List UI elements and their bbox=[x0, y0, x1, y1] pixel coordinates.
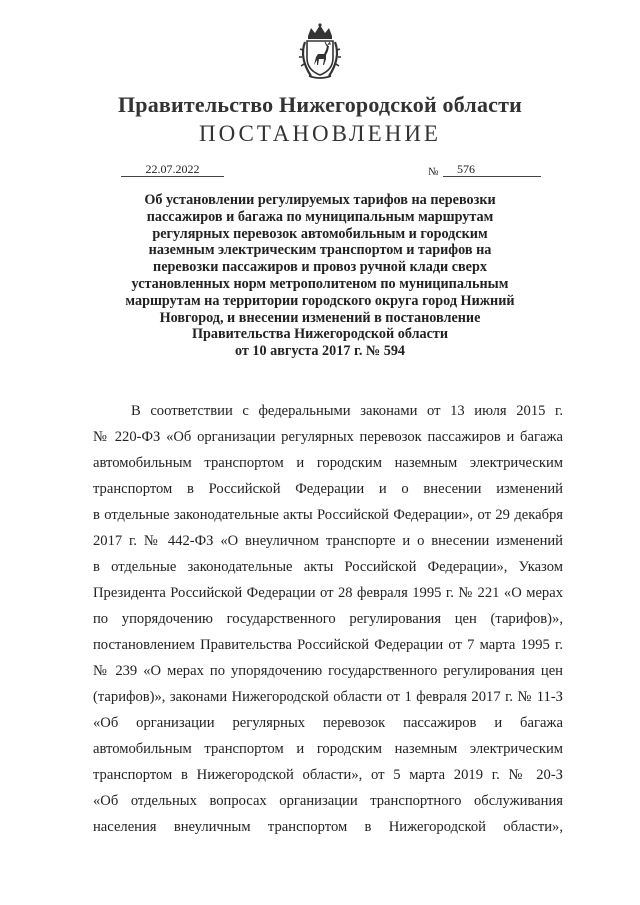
subject-line: Об установлении регулируемых тарифов на перевозки bbox=[144, 192, 496, 208]
document-subject bbox=[118, 192, 522, 360]
document-type: ПОСТАНОВЛЕНИЕ bbox=[199, 121, 441, 146]
body-line: постановлением Правительства Российской Федерации от 7 марта 1995 г. bbox=[93, 637, 563, 653]
subject-line: наземным электрическим транспортом и тарифов на bbox=[148, 242, 492, 259]
document-number-field bbox=[443, 162, 541, 177]
subject-line: от 10 августа 2017 г. № 594 bbox=[234, 343, 406, 360]
body-line: «Об организации регулярных перевозок пассажиров и багажа bbox=[93, 715, 563, 731]
body-line: № 220-ФЗ «Об организации регулярных перевозок пассажиров и багажа bbox=[93, 429, 563, 445]
body-line: транспортом в Нижегородской области», от 5 марта 2019 г. № 20-З bbox=[93, 767, 563, 783]
subject-line: пассажиров и багажа по муниципальным маршрутам bbox=[146, 208, 494, 225]
subject-line: регулярных перевозок автомобильным и городским bbox=[152, 225, 488, 242]
subject-line: Новгород, и внесении изменений в постановление bbox=[159, 309, 481, 326]
organization-title: Правительство Нижегородской области bbox=[117, 92, 522, 117]
body-line: «Об отдельных вопросах организации транспортного обслуживания bbox=[93, 793, 563, 809]
coat-of-arms-icon bbox=[297, 22, 343, 80]
body-line: Президента Российской Федерации от 28 февраля 1995 г. № 221 «О мерах bbox=[93, 585, 563, 601]
subject-line: Правительства Нижегородской области bbox=[191, 326, 449, 343]
body-line: населения внеуличным транспортом в Нижегородской области», bbox=[93, 819, 563, 835]
body-line: транспортом в Российской Федерации и о внесении изменений bbox=[93, 481, 563, 497]
document-date: 22.07.2022 bbox=[121, 162, 224, 177]
document-number: 576 bbox=[457, 162, 475, 176]
body-line: № 239 «О мерах по упорядочению государственного регулирования цен bbox=[93, 663, 563, 679]
body-line: по упорядочению государственного регулирования цен (тарифов)», bbox=[93, 611, 563, 627]
subject-line: маршрутам на территории городского округа город Нижний bbox=[125, 292, 515, 309]
body-line: автомобильным транспортом и городским наземным электрическим bbox=[93, 741, 563, 757]
body-line: (тарифов)», законами Нижегородской области от 1 февраля 2017 г. № 11-З bbox=[93, 689, 563, 705]
body-line: В соответствии с федеральными законами от 13 июля 2015 г. bbox=[131, 403, 563, 419]
body-line: автомобильным транспортом и городским наземным электрическим bbox=[93, 455, 563, 471]
body-line: в отдельные законодательные акты Российской Федерации», Указом bbox=[93, 559, 563, 575]
body-line: 2017 г. № 442-ФЗ «О внеуличном транспорте и о внесении изменений bbox=[93, 533, 563, 549]
subject-line: установленных норм метрополитеном по муниципальным bbox=[131, 275, 509, 292]
body-line: в отдельные законодательные акты Российской Федерации», от 29 декабря bbox=[93, 507, 563, 523]
body-paragraph bbox=[93, 398, 563, 840]
subject-line: перевозки пассажиров и провоз ручной клади сверх bbox=[153, 259, 487, 276]
number-sign: № bbox=[428, 166, 439, 178]
